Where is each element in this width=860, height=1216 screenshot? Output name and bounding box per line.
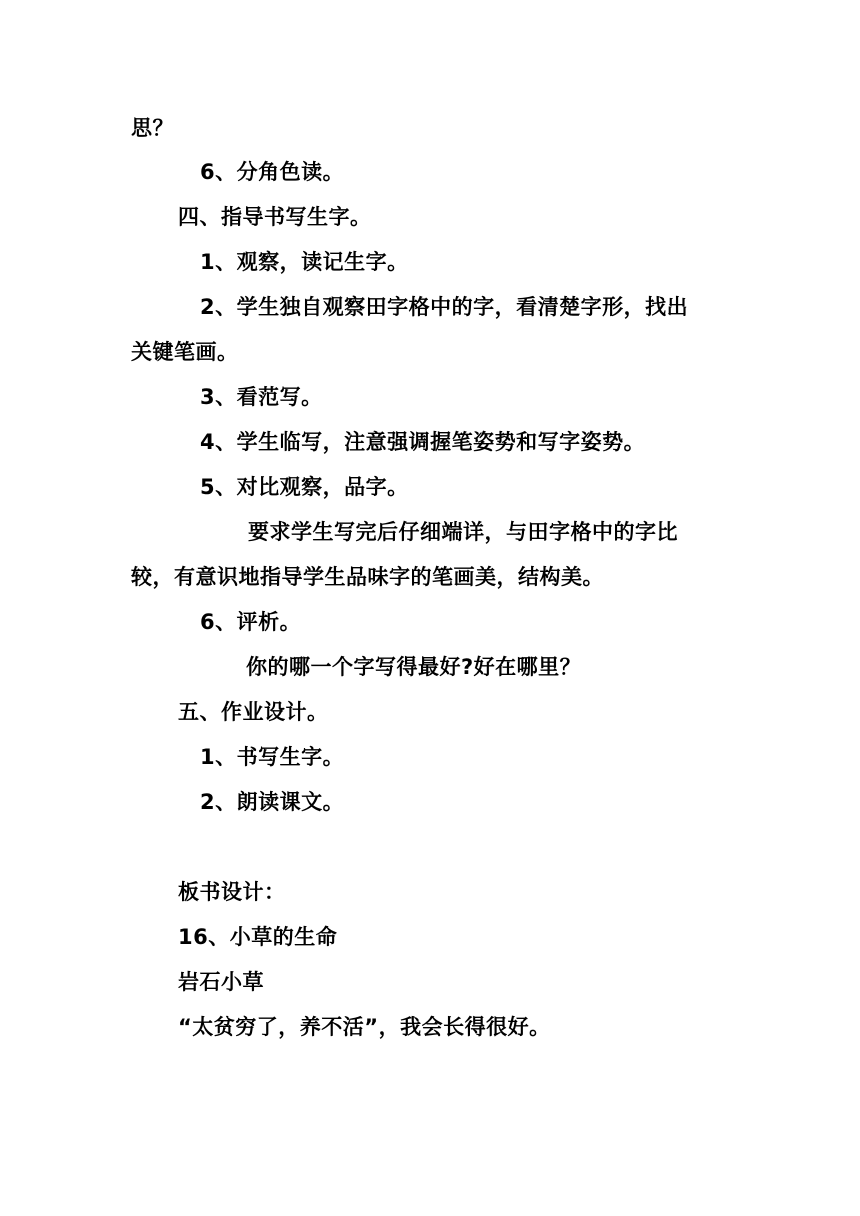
board-design-heading: 板书设计：: [178, 880, 286, 904]
section-heading: 四、指导书写生字。: [178, 205, 372, 229]
text-line: 思？: [131, 116, 174, 140]
text-line: 4、学生临写，注意强调握笔姿势和写字姿势。: [200, 430, 646, 454]
text-line: 3、看范写。: [200, 385, 323, 409]
text-line: 要求学生写完后仔细端详，与田字格中的字比: [248, 520, 678, 544]
text-line: “太贫穷了，养不活”，我会长得很好。: [178, 1015, 551, 1039]
text-line: 1、书写生字。: [200, 745, 345, 769]
text-line: 岩石小草: [178, 970, 264, 994]
text-line: 6、评析。: [200, 610, 302, 634]
text-line: 你的哪一个字写得最好?好在哪里？: [246, 655, 582, 679]
section-heading: 五、作业设计。: [178, 700, 329, 724]
text-line: 1、观察，读记生字。: [200, 250, 409, 274]
text-line: 2、朗读课文。: [200, 790, 345, 814]
text-line: 16、小草的生命: [178, 925, 338, 949]
text-line: 关键笔画。: [131, 340, 239, 364]
text-line: 较，有意识地指导学生品味字的笔画美，结构美。: [131, 565, 604, 589]
text-line: 2、学生独自观察田字格中的字，看清楚字形，找出: [200, 295, 689, 319]
text-line: 5、对比观察，品字。: [200, 475, 409, 499]
text-line: 6、分角色读。: [200, 160, 345, 184]
